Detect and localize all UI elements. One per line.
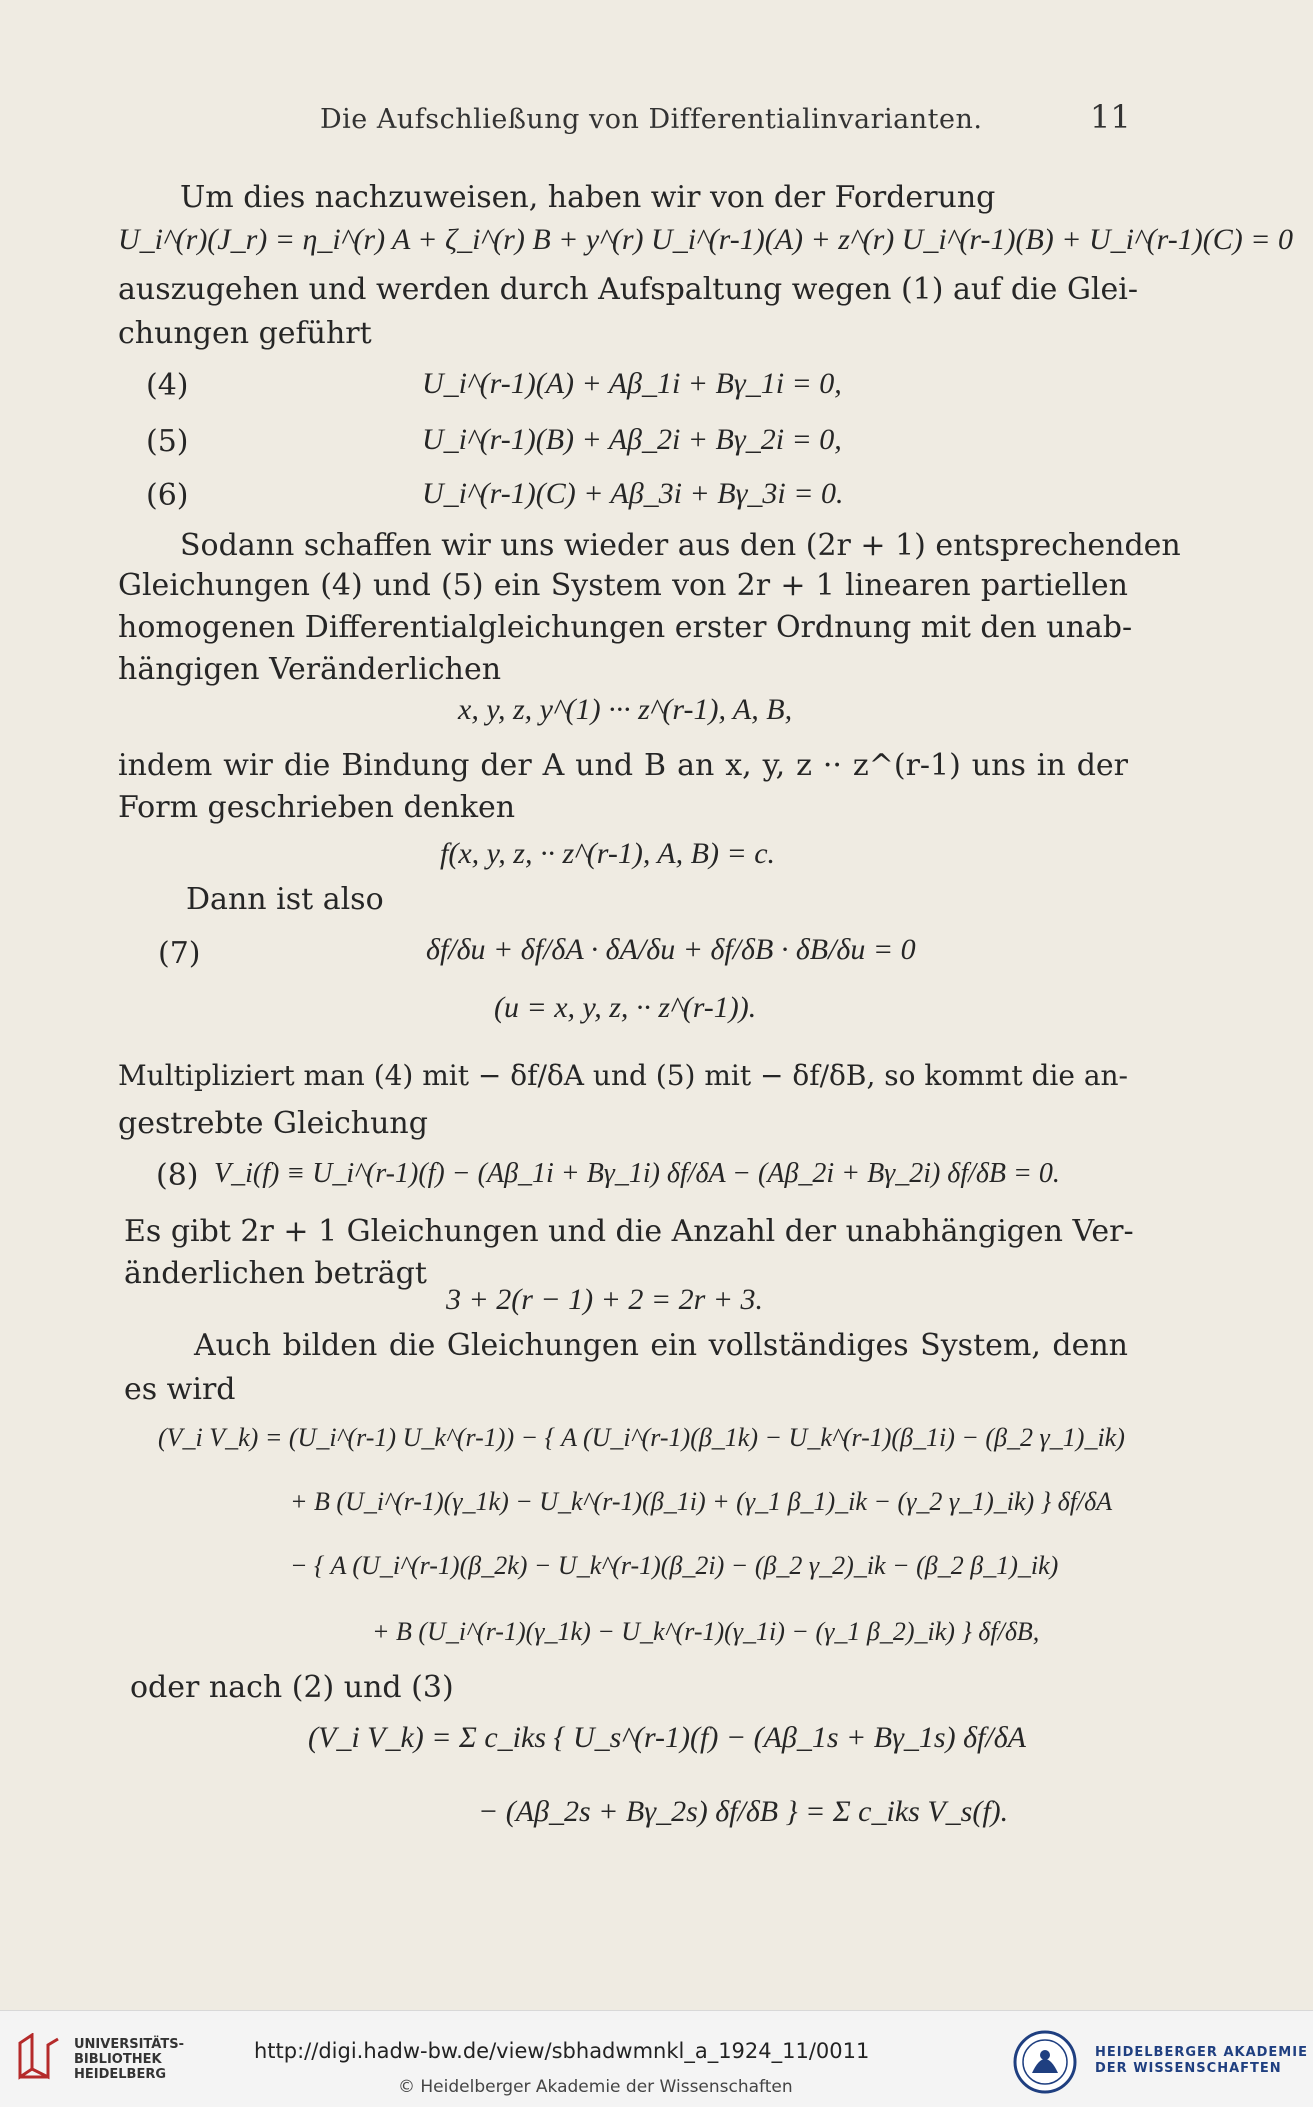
equation-number: (8) [156, 1158, 199, 1193]
text-line: Sodann schaffen wir uns wieder aus den (2r + 1) entsprechenden [180, 528, 1181, 563]
equation-5: U_i^(r-1)(B) + Aβ_2i + Bγ_2i = 0, [422, 423, 842, 456]
text-line: homogenen Differentialgleichungen erster Ordnung mit den unab- [118, 610, 1133, 645]
text-line: Es gibt 2r + 1 Gleichungen und die Anzahl der unabhängigen Ver- [124, 1214, 1134, 1249]
viewer-footer [0, 2010, 1313, 2107]
equation-forderung: U_i^(r)(J_r) = η_i^(r) A + ζ_i^(r) B + y^(r) U_i^(r-1)(A) + z^(r) U_i^(r-1)(B) + U_i^(r-1)(C) = 0 [118, 223, 1293, 256]
equation-number: (5) [146, 424, 189, 459]
equation-commutator-3: − { A (U_i^(r-1)(β_2k) − U_k^(r-1)(β_2i) − (β_2 γ_2)_ik − (β_2 β_1)_ik) [290, 1551, 1059, 1580]
equation-count: 3 + 2(r − 1) + 2 = 2r + 3. [446, 1283, 764, 1316]
text-line: Um dies nachzuweisen, haben wir von der Forderung [180, 180, 996, 215]
text-line: auszugehen und werden durch Aufspaltung wegen (1) auf die Glei- [118, 272, 1138, 307]
equation-result-1: (V_i V_k) = Σ c_iks { U_s^(r-1)(f) − (Aβ_1s + Bγ_1s) δf/δA [308, 1721, 1026, 1754]
page-number: 11 [1090, 98, 1131, 136]
text-line: chungen geführt [118, 316, 372, 351]
library-logo-icon [14, 2033, 62, 2083]
text-line: gestrebte Gleichung [118, 1106, 428, 1141]
equation-result-2: − (Aβ_2s + Bγ_2s) δf/δB } = Σ c_iks V_s(f). [478, 1795, 1009, 1828]
equation-number: (7) [158, 936, 201, 971]
equation-8: V_i(f) ≡ U_i^(r-1)(f) − (Aβ_1i + Bγ_1i) δf/δA − (Aβ_2i + Bγ_2i) δf/δB = 0. [214, 1158, 1060, 1189]
text-line: Dann ist also [186, 882, 384, 917]
running-header: Die Aufschließung von Differentialinvarianten. [320, 104, 983, 135]
permalink-url[interactable]: http://digi.hadw-bw.de/view/sbhadwmnkl_a_1924_11/0011 [254, 2039, 870, 2063]
equation-7-range: (u = x, y, z, ·· z^(r-1)). [494, 991, 757, 1024]
equation-commutator-2: + B (U_i^(r-1)(γ_1k) − U_k^(r-1)(β_1i) + (γ_1 β_1)_ik − (γ_2 γ_1)_ik) } δf/δA [290, 1487, 1113, 1516]
equation-7: δf/δu + δf/δA · δA/δu + δf/δB · δB/δu = 0 [426, 933, 916, 966]
text-line: indem wir die Bindung der A und B an x, y, z ·· z^(r-1) uns in der [118, 748, 1128, 783]
equation-binding: f(x, y, z, ·· z^(r-1), A, B) = c. [440, 837, 776, 870]
equation-6: U_i^(r-1)(C) + Aβ_3i + Bγ_3i = 0. [422, 477, 844, 510]
equation-commutator-4: + B (U_i^(r-1)(γ_1k) − U_k^(r-1)(γ_1i) − (γ_1 β_2)_ik) } δf/δB, [372, 1617, 1040, 1646]
equation-variables: x, y, z, y^(1) ··· z^(r-1), A, B, [458, 693, 793, 726]
text-line: es wird [124, 1372, 236, 1407]
equation-commutator-1: (V_i V_k) = (U_i^(r-1) U_k^(r-1)) − { A (U_i^(r-1)(β_1k) − U_k^(r-1)(β_1i) − (β_2 γ_1)_ik) [158, 1423, 1125, 1452]
library-name: UNIVERSITÄTS- BIBLIOTHEK HEIDELBERG [74, 2037, 184, 2082]
academy-seal-icon [1012, 2029, 1078, 2095]
text-line: Auch bilden die Gleichungen ein vollständiges System, denn [194, 1328, 1128, 1363]
equation-4: U_i^(r-1)(A) + Aβ_1i + Bγ_1i = 0, [422, 367, 842, 400]
text-line: hängigen Veränderlichen [118, 652, 502, 687]
copyright-notice: © Heidelberger Akademie der Wissenschaften [398, 2077, 793, 2097]
text-line: Gleichungen (4) und (5) ein System von 2r + 1 linearen partiellen [118, 568, 1128, 603]
text-line: Multipliziert man (4) mit − δf/δA und (5) mit − δf/δB, so kommt die an- [118, 1059, 1129, 1092]
text-line: änderlichen beträgt [124, 1256, 427, 1291]
equation-number: (6) [146, 478, 189, 513]
equation-number: (4) [146, 368, 189, 403]
academy-name: HEIDELBERGER AKADEMIE DER WISSENSCHAFTEN [1095, 2045, 1308, 2076]
text-line: Form geschrieben denken [118, 790, 516, 825]
text-line: oder nach (2) und (3) [130, 1670, 454, 1705]
